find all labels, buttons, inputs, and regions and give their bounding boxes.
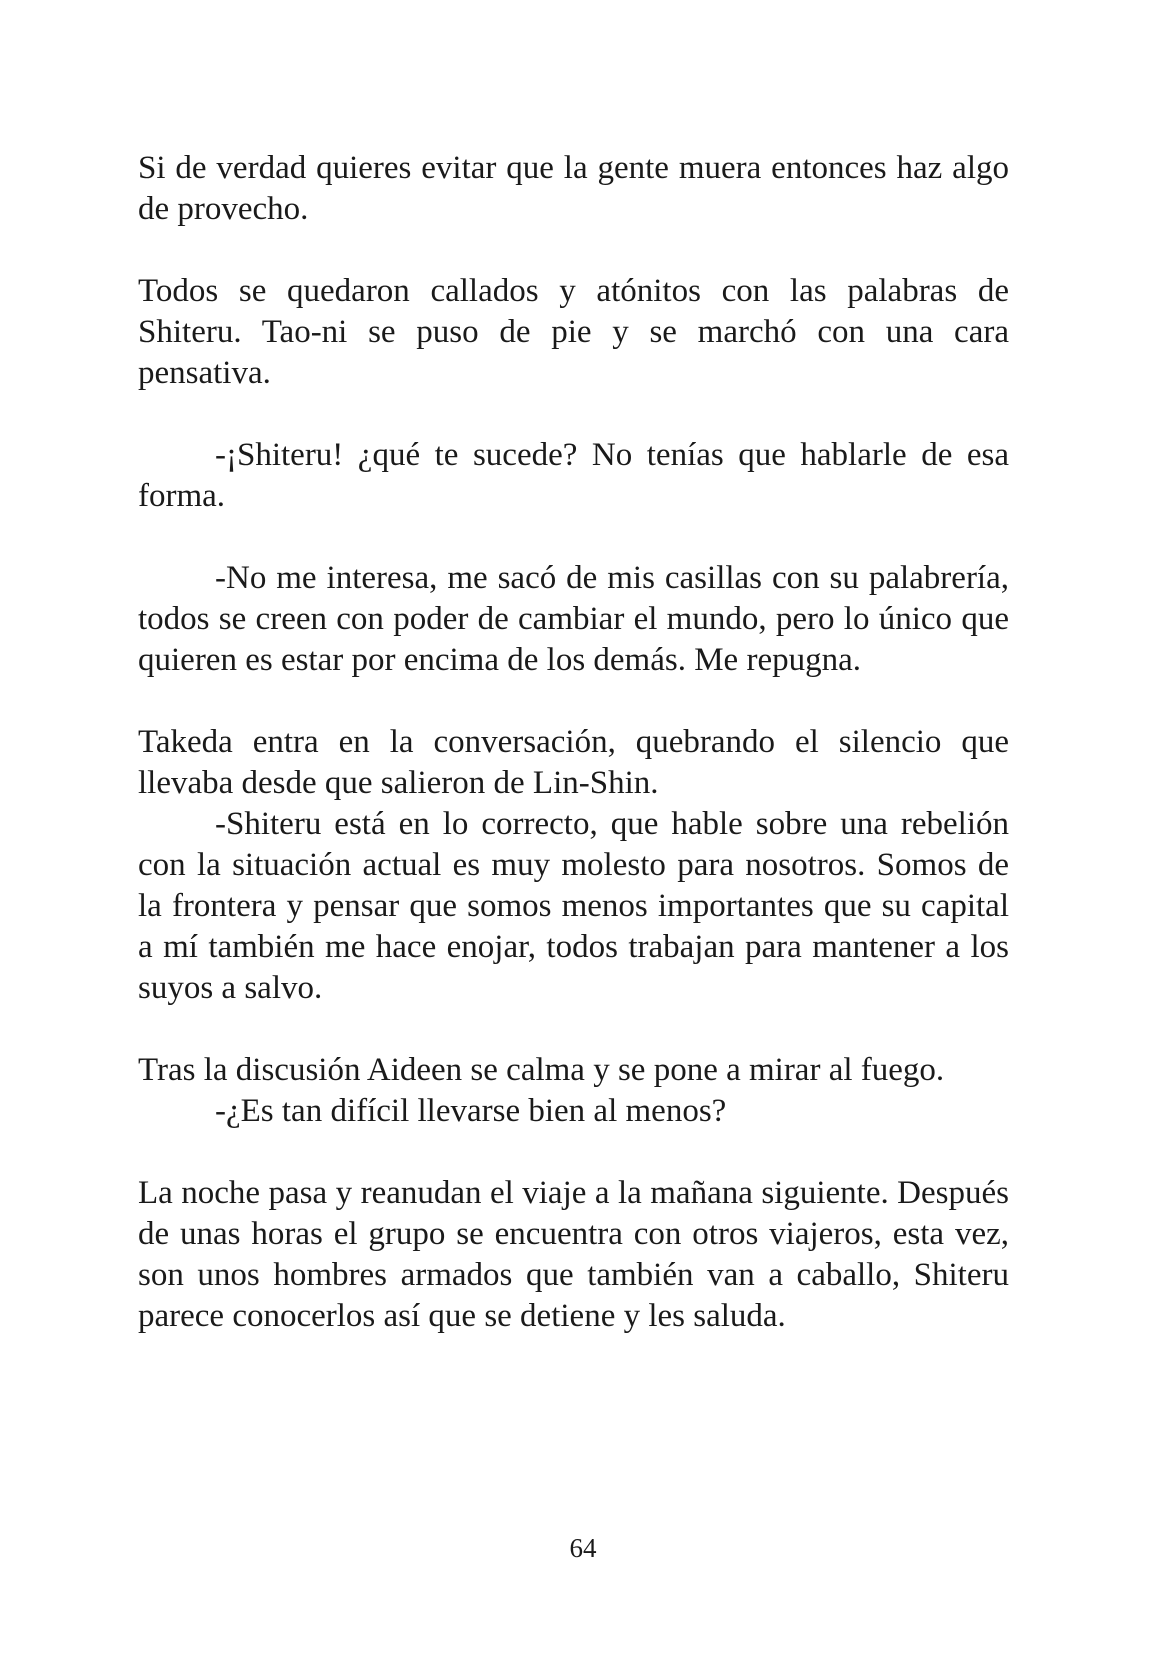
page-body	[138, 148, 1009, 1337]
paragraph: Si de verdad quieres evitar que la gente muera entonces haz algo de provecho.	[138, 150, 1009, 227]
dialogue-paragraph: -¡Shiteru! ¿qué te sucede? No tenías que hablarle de esa forma.	[138, 437, 1009, 514]
page-number: 64	[569, 1533, 597, 1563]
paragraph: Takeda entra en la conversación, quebrando el silencio que llevaba desde que salieron de Lin-Shin.	[138, 724, 1009, 801]
paragraph: La noche pasa y reanudan el viaje a la mañana siguiente. Después de unas horas el grupo se encuentra con otros viajeros, esta vez, son unos hombres armados que también van a caballo, Shiteru parece conocerlos así que se detiene y les saluda.	[138, 1175, 1009, 1334]
dialogue-paragraph: -Shiteru está en lo correcto, que hable sobre una rebelión con la situación actual es muy molesto para nosotros. Somos de la frontera y pensar que somos menos importantes que su capital a mí también me hace enojar, todos trabajan para mantener a los suyos a salvo.	[138, 806, 1009, 1006]
dialogue-paragraph: -¿Es tan difícil llevarse bien al menos?	[215, 1093, 727, 1129]
paragraph: Todos se quedaron callados y atónitos con las palabras de Shiteru. Tao-ni se puso de pie y se marchó con una cara pensativa.	[138, 273, 1009, 391]
paragraph: Tras la discusión Aideen se calma y se pone a mirar al fuego.	[138, 1052, 945, 1088]
dialogue-paragraph: -No me interesa, me sacó de mis casillas con su palabrería, todos se creen con poder de cambiar el mundo, pero lo único que quieren es estar por encima de los demás. Me repugna.	[138, 560, 1009, 678]
